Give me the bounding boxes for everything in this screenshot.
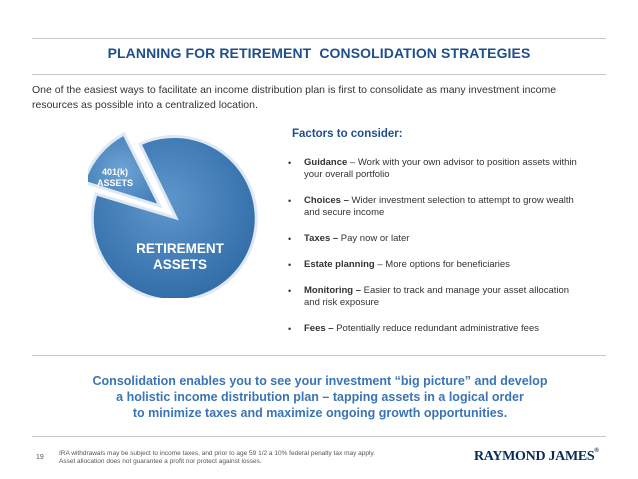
factor-item bbox=[287, 285, 587, 309]
raymond-james-logo bbox=[474, 449, 599, 465]
factor-item bbox=[287, 195, 587, 219]
factor-text: Potentially reduce redundant administrative fees bbox=[333, 323, 540, 334]
factor-text: Pay now or later bbox=[338, 233, 410, 244]
callout-line-1: Consolidation enables you to see your investment “big picture” and develop bbox=[92, 374, 548, 388]
footnote bbox=[59, 450, 375, 466]
title-rule bbox=[32, 74, 606, 75]
page-title bbox=[0, 45, 638, 61]
brand-name: RAYMOND JAMES bbox=[474, 449, 595, 464]
bullet-icon: • bbox=[288, 234, 292, 244]
pie-small-label-2: ASSETS bbox=[96, 178, 134, 188]
footer-rule bbox=[32, 436, 606, 437]
factor-item bbox=[287, 157, 587, 181]
footnote-line-2: Asset allocation does not guarantee a profit nor protect against losses. bbox=[59, 458, 262, 465]
title-sub: CONSOLIDATION STRATEGIES bbox=[319, 45, 531, 61]
pie-small-label-1: 401(k) bbox=[101, 167, 129, 177]
factor-term: Guidance bbox=[304, 157, 348, 168]
pie-large-label-1: RETIREMENT bbox=[136, 241, 224, 256]
bullet-icon: • bbox=[288, 158, 292, 168]
factor-text: – Work with your own advisor to position assets within your overall portfolio bbox=[304, 157, 577, 180]
callout-line-2: a holistic income distribution plan – tapping assets in a logical order bbox=[116, 390, 524, 404]
factor-text: – More options for beneficiaries bbox=[374, 259, 510, 270]
factor-text: Wider investment selection to attempt to grow wealth and secure income bbox=[304, 195, 574, 218]
top-rule bbox=[32, 38, 606, 39]
factor-term: Monitoring – bbox=[304, 285, 361, 296]
registered-mark: ® bbox=[594, 448, 599, 454]
factor-term: Taxes – bbox=[304, 233, 339, 244]
title-main: PLANNING FOR RETIREMENT bbox=[107, 45, 312, 61]
bullet-icon: • bbox=[288, 286, 292, 296]
factor-text: Easier to track and manage your asset allocation and risk exposure bbox=[304, 285, 570, 308]
retirement-assets-pie bbox=[88, 128, 258, 298]
consolidation-callout bbox=[40, 373, 600, 421]
factor-item bbox=[287, 233, 587, 245]
factor-term: Choices – bbox=[304, 195, 349, 206]
factor-item bbox=[287, 323, 587, 335]
factors-list bbox=[287, 157, 587, 335]
bullet-icon: • bbox=[288, 196, 292, 206]
middle-rule bbox=[32, 355, 606, 356]
footnote-line-1: IRA withdrawals may be subject to income taxes, and prior to age 59 1/2 a 10% federal penalty tax may apply. bbox=[59, 450, 376, 457]
factor-item bbox=[287, 259, 587, 271]
bullet-icon: • bbox=[288, 260, 292, 270]
intro-text: One of the easiest ways to facilitate an income distribution plan is first to consolidate as many investment income resources as possible into a centralized location. bbox=[32, 84, 557, 111]
bullet-icon: • bbox=[288, 324, 292, 334]
factor-term: Estate planning bbox=[304, 259, 375, 270]
callout-line-3: to minimize taxes and maximize ongoing growth opportunities. bbox=[132, 406, 508, 420]
pie-large-label-2: ASSETS bbox=[152, 257, 208, 272]
factors-heading: Factors to consider: bbox=[292, 128, 403, 140]
page-number: 19 bbox=[36, 454, 44, 461]
factor-term: Fees – bbox=[304, 323, 334, 334]
